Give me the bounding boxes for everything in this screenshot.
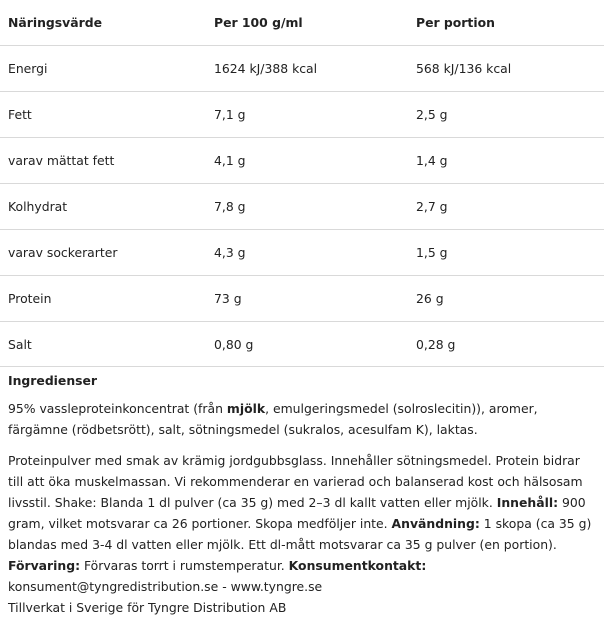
value-per-100g: 1624 kJ/388 kcal xyxy=(206,46,408,92)
value-per-portion: 0,28 g xyxy=(408,322,604,367)
header-per-100g: Per 100 g/ml xyxy=(206,0,408,46)
ingredients-text xyxy=(8,398,598,440)
table-row xyxy=(0,276,604,322)
table-row xyxy=(0,184,604,230)
ingredients-text-end: , emulgeringsmedel (solroslecitin)), aromer, färgämne (rödbetsrött), salt, sötningsmedel (sukralos, acesulfam K), laktas. xyxy=(8,401,538,437)
table-row xyxy=(0,92,604,138)
value-per-portion: 1,5 g xyxy=(408,230,604,276)
header-per-portion: Per portion xyxy=(408,0,604,46)
allergen-milk: mjölk xyxy=(226,401,266,416)
value-per-portion: 1,4 g xyxy=(408,138,604,184)
value-per-100g: 0,80 g xyxy=(206,322,408,367)
value-per-100g: 7,1 g xyxy=(206,92,408,138)
table-row xyxy=(0,230,604,276)
nutrient-name: Kolhydrat xyxy=(0,184,206,230)
nutrition-header-row xyxy=(0,0,604,46)
storage-text: Förvaras torrt i rumstemperatur. xyxy=(80,558,289,573)
contact-label: Konsumentkontakt: xyxy=(288,558,427,573)
ingredients-text-start: 95% vassleproteinkoncentrat (från xyxy=(8,401,227,416)
nutrient-name: Protein xyxy=(0,276,206,322)
storage-label: Förvaring: xyxy=(8,558,81,573)
content-label: Innehåll: xyxy=(496,495,559,510)
contact-text: konsument@tyngredistribution.se - www.tyngre.se xyxy=(8,579,323,594)
header-nutrient: Näringsvärde xyxy=(0,0,206,46)
nutrient-name: Energi xyxy=(0,46,206,92)
nutrient-name: varav sockerarter xyxy=(0,230,206,276)
nutrient-name: Salt xyxy=(0,322,206,367)
value-per-portion: 2,7 g xyxy=(408,184,604,230)
value-per-portion: 26 g xyxy=(408,276,604,322)
content-text: 900 gram, vilket motsvarar ca 26 portioner. Skopa medföljer inte. xyxy=(8,495,586,531)
value-per-100g: 73 g xyxy=(206,276,408,322)
value-per-100g: 7,8 g xyxy=(206,184,408,230)
value-per-portion: 568 kJ/136 kcal xyxy=(408,46,604,92)
product-description xyxy=(8,450,598,618)
value-per-portion: 2,5 g xyxy=(408,92,604,138)
nutrient-name: Fett xyxy=(0,92,206,138)
value-per-100g: 4,1 g xyxy=(206,138,408,184)
table-row xyxy=(0,322,604,367)
table-row xyxy=(0,46,604,92)
ingredients-heading: Ingredienser xyxy=(8,373,98,388)
usage-label: Användning: xyxy=(391,516,480,531)
description-intro: Proteinpulver med smak av krämig jordgubbsglass. Innehåller sötningsmedel. Protein bidrar till att öka muskelmassan. Vi rekommenderar en varierad och balanserad kost och hälsosam livsstil. Shake: Blanda 1 dl pulver (ca 35 g) med 2–3 dl kallt vatten eller mjölk. xyxy=(8,453,583,510)
manufacturer-text: Tillverkat i Sverige för Tyngre Distribution AB xyxy=(8,600,287,615)
table-row xyxy=(0,138,604,184)
usage-text: 1 skopa (ca 35 g) blandas med 3-4 dl vatten eller mjölk. Ett dl-mått motsvarar ca 35 g pulver (en portion). xyxy=(8,516,592,552)
nutrient-name: varav mättat fett xyxy=(0,138,206,184)
value-per-100g: 4,3 g xyxy=(206,230,408,276)
